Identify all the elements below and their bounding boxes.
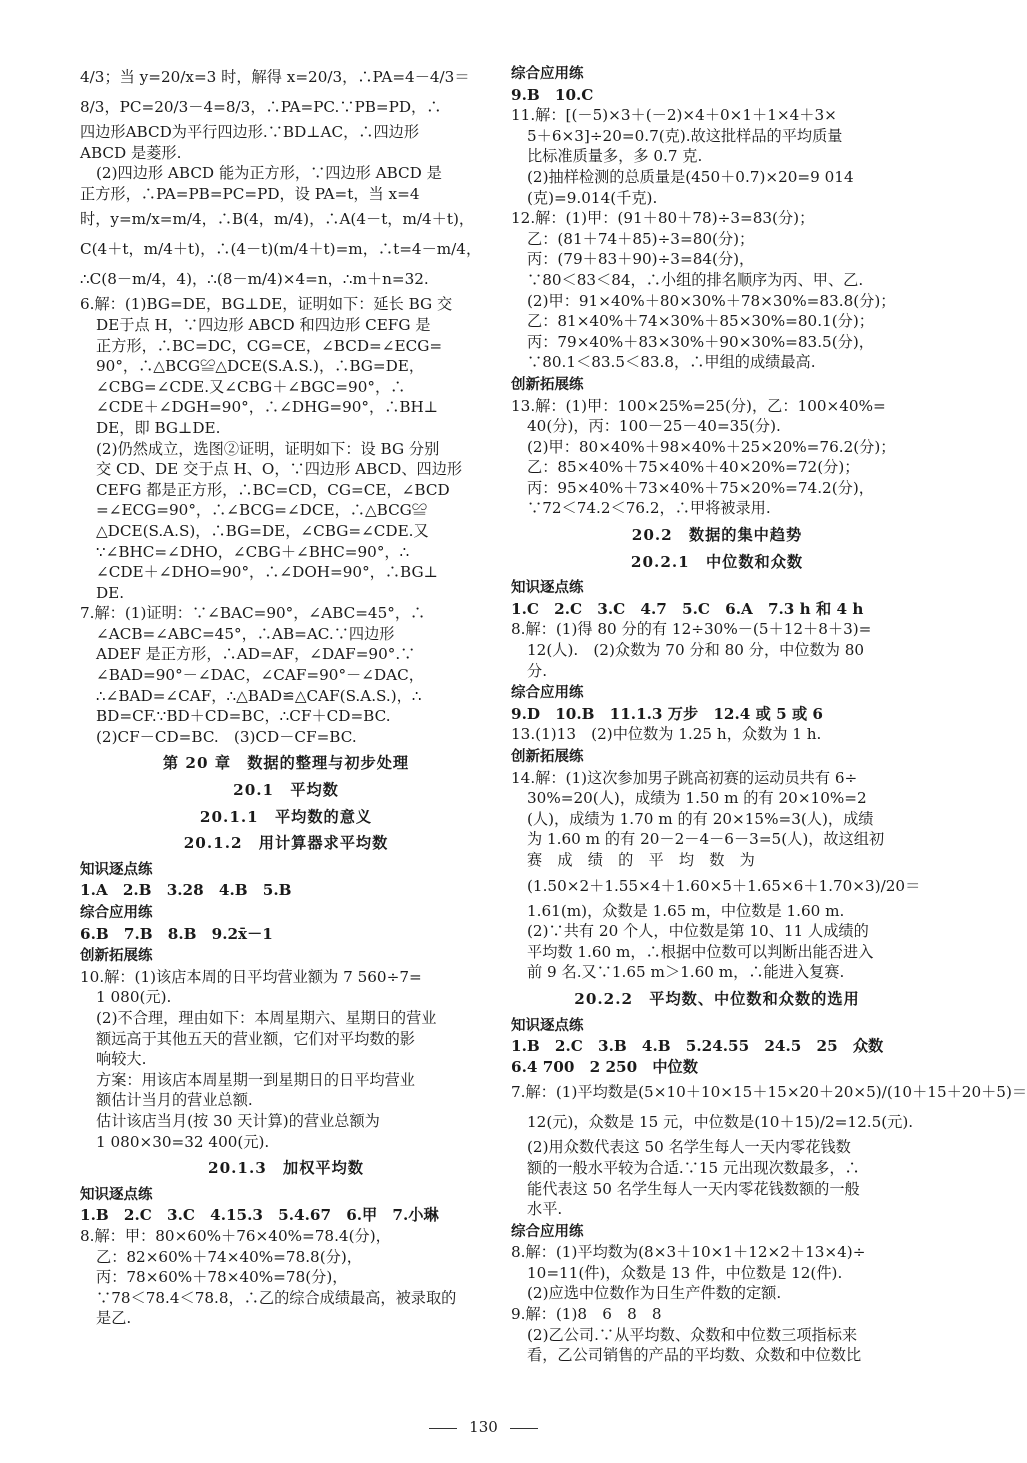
right-column <box>511 62 1027 1366</box>
text-line: 4/3；当 y=20/x=3 时，解得 x=20/3，∴PA=4－4/3＝ <box>80 68 470 86</box>
text-line: 30%=20(人)，成绩为 1.50 m 的有 20×10%=2 <box>527 789 867 808</box>
text-line: 额估计当月的营业总额. <box>96 1091 253 1110</box>
text-line: 交 CD、DE 交于点 H、O，∵四边形 ABCD、四边形 <box>96 460 463 479</box>
text-line: 9.D 10.B 11.1.3 万步 12.4 或 5 或 6 <box>511 704 824 723</box>
text-line: ABCD 是菱形. <box>80 143 182 162</box>
text-line: (1.50×2＋1.55×4＋1.60×5＋1.65×6＋1.70×3)/20＝ <box>527 876 921 895</box>
text-line: 90°，∴△BCG≌△DCE(S.A.S.)，∴BG=DE， <box>96 357 425 376</box>
text-line: 四边形ABCD为平行四边形.∵BD⊥AC，∴四边形 <box>80 123 420 141</box>
text-line: 丙：79×40%＋83×30%＋90×30%=83.5(分)， <box>527 332 874 351</box>
text-line: 正方形，∴PA=PB=PC=PD，设 PA=t，当 x=4 <box>80 184 420 203</box>
text-line: (2)应选中位数作为日生产件数的定额. <box>527 1284 782 1303</box>
text-line: DE，即 BG⊥DE. <box>96 418 221 437</box>
text-line: ∵80.1＜83.5＜83.8，∴甲组的成绩最高. <box>527 353 816 372</box>
text-line: 估计该店当月(按 30 天计算)的营业总额为 <box>96 1111 380 1130</box>
text-line: (2)仍然成立，选图②证明，证明如下：设 BG 分别 <box>96 439 440 458</box>
text-line: (2)四边形 ABCD 能为正方形，∵四边形 ABCD 是 <box>96 164 442 183</box>
text-line: 赛 成 绩 的 平 均 数 为 <box>527 850 755 869</box>
text-line: 乙：81×40%＋74×30%＋85×30%=80.1(分)； <box>527 312 874 331</box>
text-line: (2)甲：91×40%＋80×30%＋78×30%=83.8(分)； <box>527 291 896 310</box>
text-line: (2)用众数代表这 50 名学生每人一天内零花钱数 <box>527 1138 851 1157</box>
text-line: 时，y=m/x=m/4，∴B(4，m/4)，∴A(4－t，m/4＋t)， <box>80 210 475 229</box>
text-line: 1.B 2.C 3.B 4.B 5.24.55 24.5 25 众数 <box>511 1037 884 1056</box>
problem-start: 11.解：[(－5)×3＋(－2)×4＋0×1＋1×4＋3× <box>511 106 837 125</box>
text-line: ∴C(8－m/4，4)，∴(8－m/4)×4=n，∴m＋n=32. <box>80 270 429 289</box>
page-number: 130 <box>469 1418 498 1436</box>
text-line: =∠ECG=90°，∴∠BCG=∠DCE，∴△BCG≌ <box>96 501 428 520</box>
exercise-heading: 知识逐点练 <box>80 861 153 878</box>
text-line: 1.C 2.C 3.C 4.7 5.C 6.A 7.3 h 和 4 h <box>511 599 864 618</box>
text-line: 分. <box>527 661 548 680</box>
text-line: 正方形，∴BC=DC，CG=CE，∠BCD=∠ECG= <box>96 336 443 355</box>
left-column <box>80 62 492 1329</box>
text-line: ∠ACB=∠ABC=45°，∴AB=AC.∵四边形 <box>96 624 395 643</box>
text-line: 能代表这 50 名学生每人一天内零花钱数额的一般 <box>527 1179 860 1198</box>
text-line: 水平. <box>527 1200 563 1219</box>
text-line: 是乙. <box>96 1309 132 1328</box>
section-title: 20.1.1 平均数的意义 <box>199 807 373 826</box>
section-title: 20.1.3 加权平均数 <box>208 1159 364 1178</box>
exercise-heading: 创新拓展练 <box>511 376 584 393</box>
text-line: ∵78＜78.4＜78.8，∴乙的综合成绩最高，被录取的 <box>96 1288 457 1307</box>
problem-start: 8.解：(1)得 80 分的有 12÷30%－(5＋12＋8＋3)= <box>511 620 872 639</box>
problem-start: 10.解：(1)该店本周的日平均营业额为 7 560÷7= <box>80 967 422 986</box>
text-line: ∠CDE＋∠DHO=90°，∴∠DOH=90°，∴BG⊥ <box>96 563 438 582</box>
page-footer <box>0 1417 967 1438</box>
section-title: 20.2 数据的集中趋势 <box>631 526 803 545</box>
text-line: 8/3，PC=20/3－4=8/3，∴PA=PC.∵PB=PD，∴ <box>80 98 442 116</box>
text-line: 乙：82×60%＋74×40%=78.8(分)， <box>96 1247 362 1266</box>
exercise-heading: 创新拓展练 <box>511 749 584 765</box>
text-line: 1 080×30=32 400(元). <box>96 1132 270 1151</box>
text-line: 12(元)，众数是 15 元，中位数是(10＋15)/2=12.5(元). <box>527 1113 914 1132</box>
text-line: (2)不合理，理由如下：本周星期六、星期日的营业 <box>96 1008 437 1027</box>
problem-start: 12.解：(1)甲：(91＋80＋78)÷3=83(分)； <box>511 209 815 228</box>
text-line: 平均数 1.60 m，∴根据中位数可以判断出能否进入 <box>527 942 874 961</box>
text-line: △DCE(S.A.S)，∴BG=DE，∠CBG=∠CDE.又 <box>96 521 429 540</box>
text-line: 6.4 700 2 250 中位数 <box>511 1057 698 1076</box>
text-line: 丙：78×60%＋78×40%=78(分)， <box>96 1268 348 1287</box>
text-line: ADEF 是正方形，∴AD=AF，∠DAF=90°.∵ <box>96 645 416 664</box>
text-line: BD=CF.∵BD＋CD=BC，∴CF＋CD=BC. <box>96 707 391 726</box>
text-line: 比标准质量多，多 0.7 克. <box>527 147 703 166</box>
text-line: 9.B 10.C <box>511 85 594 104</box>
text-line: C(4＋t，m/4＋t)，∴(4－t)(m/4＋t)=m，∴t=4－m/4， <box>80 240 482 259</box>
text-line: (2)CF－CD=BC. (3)CD－CF=BC. <box>96 727 357 746</box>
text-line: ∵80＜83＜84，∴小组的排名顺序为丙、甲、乙. <box>527 270 864 289</box>
text-line: ∠BAD=90°－∠DAC，∠CAF=90°－∠DAC， <box>96 666 424 685</box>
section-title: 20.1 平均数 <box>233 781 339 800</box>
text-line: (2)∵共有 20 个人，中位数是第 10、11 人成绩的 <box>527 922 869 941</box>
exercise-heading: 综合应用练 <box>511 685 584 702</box>
footer-rule-right <box>510 1428 538 1429</box>
exercise-heading: 知识逐点练 <box>80 1186 153 1203</box>
text-line: ∠CDE＋∠DGH=90°，∴∠DHG=90°，∴BH⊥ <box>96 398 439 417</box>
text-line: 6.B 7.B 8.B 9.2x̄－1 <box>80 924 273 943</box>
problem-start: 13.解：(1)甲：100×25%=25(分)，乙：100×40%= <box>511 396 886 415</box>
text-line: 看，乙公司销售的产品的平均数、众数和中位数比 <box>527 1346 862 1365</box>
text-line: (人)，成绩为 1.70 m 的有 20×15%=3(人)，成绩 <box>527 809 874 828</box>
text-line: 丙：95×40%＋73×40%＋75×20%=74.2(分)， <box>527 478 874 497</box>
text-line: (2)甲：80×40%＋98×40%＋25×20%=76.2(分)； <box>527 437 896 456</box>
problem-start: 14.解：(1)这次参加男子跳高初赛的运动员共有 6÷ <box>511 768 858 787</box>
problem-start: 7.解：(1)证明：∵∠BAC=90°，∠ABC=45°，∴ <box>80 604 426 623</box>
text-line: 1 080(元). <box>96 988 172 1007</box>
text-line: 12(人). (2)众数为 70 分和 80 分，中位数为 80 <box>527 641 865 660</box>
text-line: 响较大. <box>96 1050 147 1069</box>
exercise-heading: 综合应用练 <box>511 1223 584 1240</box>
text-line: CEFG 都是正方形，∴BC=CD，CG=CE，∠BCD <box>96 480 450 499</box>
exercise-heading: 知识逐点练 <box>511 580 584 597</box>
text-line: ∵72＜74.2＜76.2，∴甲将被录用. <box>527 499 771 518</box>
text-line: 5＋6×3]÷20=0.7(克).故这批样品的平均质量 <box>527 126 843 145</box>
text-line: 1.B 2.C 3.C 4.15.3 5.4.67 6.甲 7.小琳 <box>80 1206 439 1225</box>
text-line: 为 1.60 m 的有 20－2－4－6－3=5(人)，故这组初 <box>527 830 885 849</box>
text-line: 乙：85×40%＋75×40%＋40×20%=72(分)； <box>527 458 860 477</box>
section-title: 20.2.1 中位数和众数 <box>630 552 804 571</box>
text-line: ∠CBG=∠CDE.又∠CBG＋∠BGC=90°，∴ <box>96 377 406 396</box>
text-line: (2)乙公司.∵从平均数、众数和中位数三项指标来 <box>527 1325 858 1344</box>
problem-start: 9.解：(1)8 6 8 8 <box>511 1305 662 1324</box>
footer-rule-left <box>429 1428 457 1429</box>
text-line: 乙：(81＋74＋85)÷3=80(分)； <box>527 229 755 248</box>
section-title: 20.1.2 用计算器求平均数 <box>183 834 389 853</box>
text-line: DE. <box>96 583 125 602</box>
exercise-heading: 综合应用练 <box>511 66 584 82</box>
text-line: 额的一般水平较为合适.∵15 元出现次数最多，∴ <box>527 1158 860 1177</box>
text-line: (2)抽样检测的总质量是(450＋0.7)×20=9 014 <box>527 167 854 186</box>
text-line: ∴∠BAD=∠CAF，∴△BAD≌△CAF(S.A.S.)，∴ <box>96 686 422 705</box>
text-line: 10=11(件)，众数是 13 件，中位数是 12(件). <box>527 1263 843 1282</box>
text-line: 40(分)，丙：100－25－40=35(分). <box>527 417 781 436</box>
exercise-heading: 知识逐点练 <box>511 1017 584 1034</box>
problem-start: 8.解：(1)平均数为(8×3＋10×1＋12×2＋13×4)÷ <box>511 1243 866 1262</box>
problem-start: 13.(1)13 (2)中位数为 1.25 h，众数为 1 h. <box>511 725 822 744</box>
problem-start: 6.解：(1)BG=DE，BG⊥DE，证明如下：延长 BG 交 <box>80 295 453 314</box>
text-line: 1.A 2.B 3.28 4.B 5.B <box>80 881 292 900</box>
text-line: 方案：用该店本周星期一到星期日的日平均营业 <box>96 1070 415 1089</box>
text-line: 丙：(79＋83＋90)÷3=84(分)， <box>527 250 755 269</box>
section-title: 20.2.2 平均数、中位数和众数的选用 <box>574 989 860 1008</box>
problem-start: 7.解：(1)平均数是(5×10＋10×15＋15×20＋20×5)/(10＋15＋20＋5)＝ <box>511 1083 1027 1102</box>
text-line: DE于点 H，∵四边形 ABCD 和四边形 CEFG 是 <box>96 315 431 334</box>
section-title: 第 20 章 数据的整理与初步处理 <box>162 754 410 773</box>
text-line: (克)=9.014(千克). <box>527 188 658 207</box>
text-line: 前 9 名.又∵1.65 m＞1.60 m，∴能进入复赛. <box>527 963 845 982</box>
exercise-heading: 综合应用练 <box>80 905 153 921</box>
problem-start: 8.解：甲：80×60%＋76×40%=78.4(分)， <box>80 1226 391 1245</box>
text-line: 1.61(m)，众数是 1.65 m，中位数是 1.60 m. <box>527 901 845 920</box>
text-line: ∵∠BHC=∠DHO，∠CBG＋∠BHC=90°，∴ <box>96 542 410 561</box>
exercise-heading: 创新拓展练 <box>80 948 153 965</box>
text-line: 额远高于其他五天的营业额，它们对平均数的影 <box>96 1029 415 1048</box>
